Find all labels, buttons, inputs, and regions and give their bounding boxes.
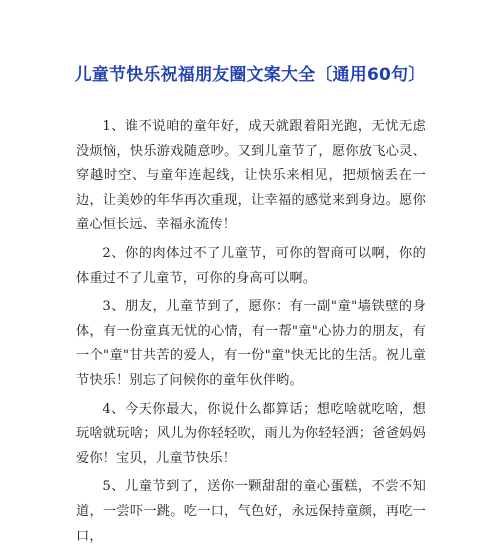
document-title: 儿童节快乐祝福朋友圈文案大全〔通用60句〕	[74, 65, 426, 85]
paragraph-1: 1、谁不说咱的童年好，成天就跟着阳光跑，无忧无虑没烦恼，快乐游戏随意吵。又到儿童节了，愿你放飞心灵、穿越时空、与童年连起线，让快乐来相见，把烦恼丢在一边，让美妙的年华再次重现，让幸福的感觉来到身边。愿你童心恒长远、幸福永流传！	[76, 119, 426, 233]
paragraph-3: 3、朋友，儿童节到了，愿你：有一副"童"墙铁壁的身体，有一份童真无忧的心情，有一帮"童"心协力的朋友，有一个"童"甘共苦的爱人，有一份"童"快无比的生活。祝儿童节快乐！别忘了问候你的童年伙伴哟。	[76, 299, 426, 388]
paragraph-4: 4、今天你最大，你说什么都算话；想吃啥就吃啥，想玩啥就玩啥；风儿为你轻轻吹，雨儿为你轻轻洒；爸爸妈妈爱你！宝贝，儿童节快乐！	[76, 401, 426, 466]
paragraph-5: 5、儿童节到了，送你一颗甜甜的童心蛋糕，不尝不知道，一尝吓一跳。吃一口，气色好，永远保持童颜，再吃一口，	[76, 479, 426, 544]
paragraph-2: 2、你的肉体过不了儿童节，可你的智商可以啊，你的体重过不了儿童节，可你的身高可以啊。	[76, 245, 426, 286]
document-body	[76, 115, 426, 549]
